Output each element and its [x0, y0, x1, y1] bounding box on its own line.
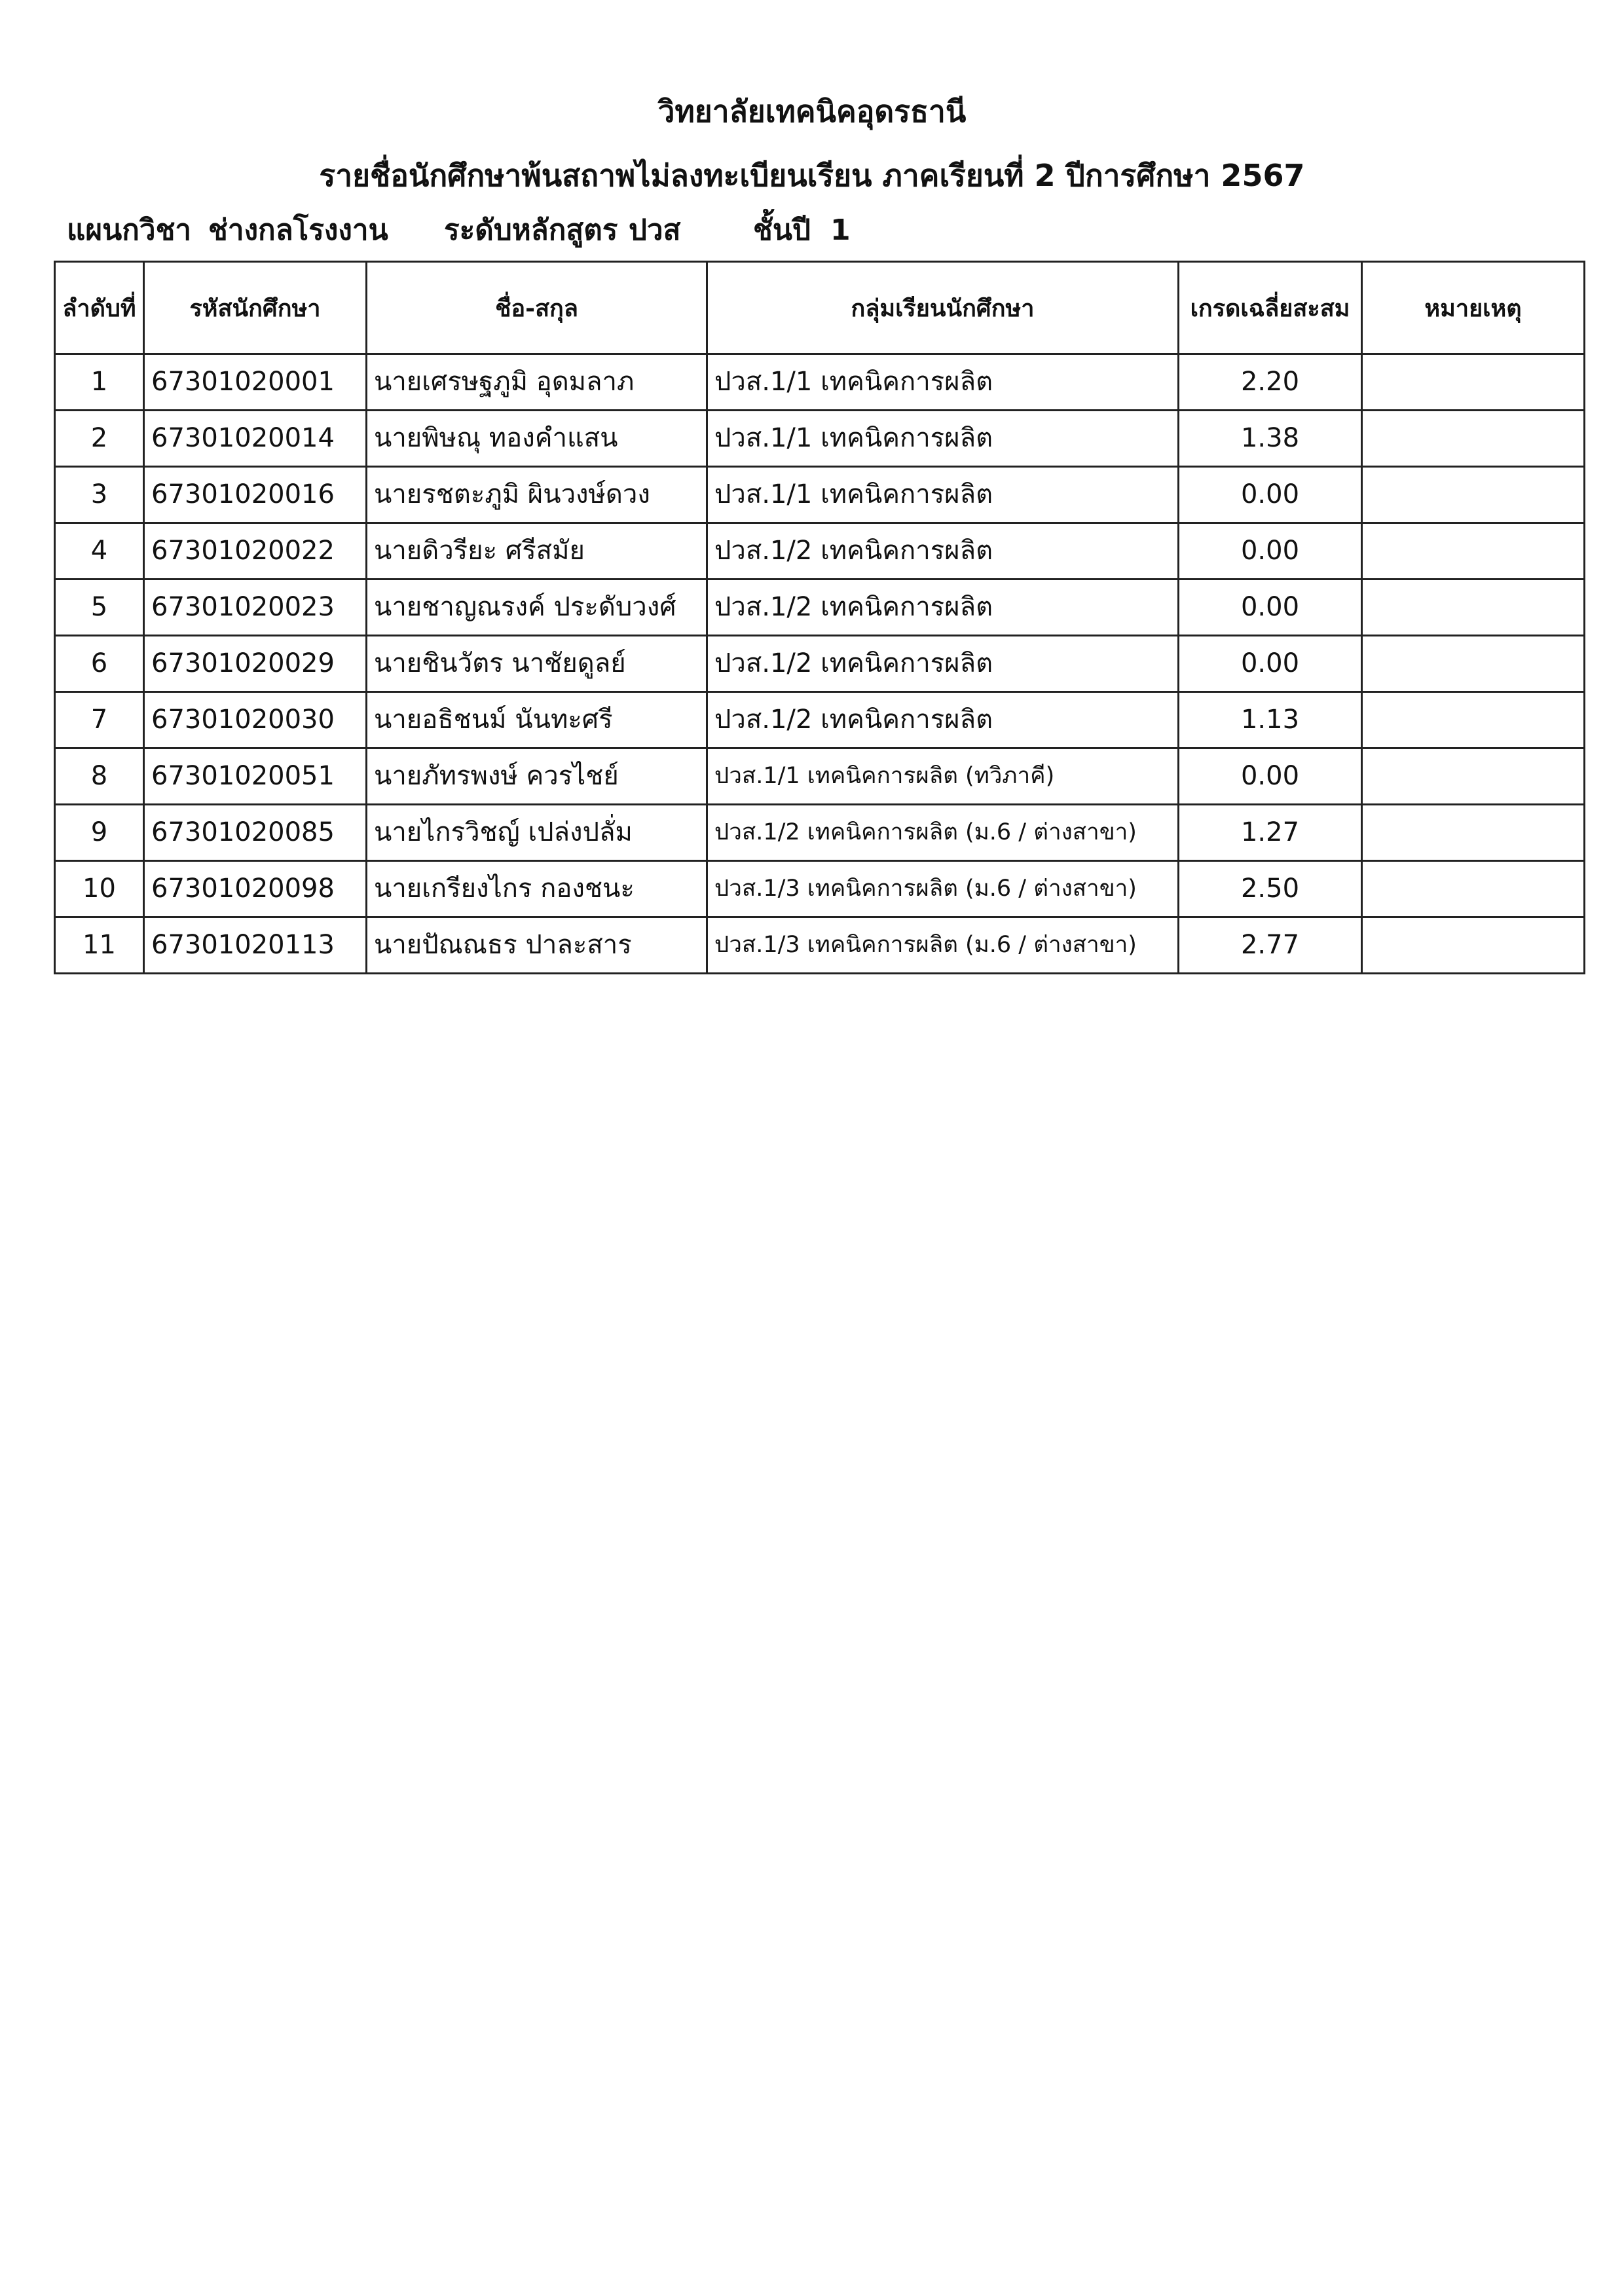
- student-table: [54, 261, 1585, 974]
- cell-group: ปวส.1/2 เทคนิคการผลิต: [707, 636, 1179, 692]
- cell-name: นายภัทรพงษ์ ควรไชย์: [367, 748, 707, 805]
- cell-gpa: 1.38: [1179, 411, 1362, 467]
- cell-no: 2: [55, 411, 144, 467]
- cell-gpa: 2.77: [1179, 917, 1362, 974]
- cell-name: นายชาญณรงค์ ประดับวงศ์: [367, 580, 707, 636]
- cell-remark: [1362, 523, 1585, 580]
- table-row: [55, 411, 1585, 467]
- cell-group: ปวส.1/3 เทคนิคการผลิต (ม.6 / ต่างสาขา): [707, 917, 1179, 974]
- header-no: ลำดับที่: [55, 262, 144, 354]
- list-title: รายชื่อนักศึกษาพ้นสถาพไม่ลงทะเบียนเรียน ภาคเรียนที่ 2 ปีการศึกษา 2567: [319, 158, 1305, 193]
- cell-remark: [1362, 636, 1585, 692]
- cell-gpa: 2.20: [1179, 354, 1362, 411]
- cell-no: 4: [55, 523, 144, 580]
- cell-no: 6: [55, 636, 144, 692]
- level-value: ปวส: [629, 213, 681, 247]
- cell-student-id: 67301020023: [144, 580, 367, 636]
- cell-student-id: 67301020085: [144, 805, 367, 861]
- table-row: [55, 580, 1585, 636]
- cell-name: นายดิวรียะ ศรีสมัย: [367, 523, 707, 580]
- cell-group: ปวส.1/2 เทคนิคการผลิต: [707, 523, 1179, 580]
- table-row: [55, 748, 1585, 805]
- header-gpa: เกรดเฉลี่ยสะสม: [1179, 262, 1362, 354]
- cell-no: 11: [55, 917, 144, 974]
- cell-no: 1: [55, 354, 144, 411]
- year-label: ชั้นปี: [753, 213, 811, 247]
- cell-remark: [1362, 354, 1585, 411]
- cell-group: ปวส.1/1 เทคนิคการผลิต: [707, 354, 1179, 411]
- cell-remark: [1362, 805, 1585, 861]
- cell-name: นายพิษณุ ทองคำแสน: [367, 411, 707, 467]
- cell-remark: [1362, 580, 1585, 636]
- cell-gpa: 0.00: [1179, 636, 1362, 692]
- cell-group: ปวส.1/2 เทคนิคการผลิต: [707, 580, 1179, 636]
- table-row: [55, 805, 1585, 861]
- table-row: [55, 861, 1585, 917]
- cell-name: นายไกรวิชญ์ เปล่งปลั่ม: [367, 805, 707, 861]
- table-row: [55, 523, 1585, 580]
- cell-gpa: 1.13: [1179, 692, 1362, 748]
- cell-name: นายปัณณธร ปาละสาร: [367, 917, 707, 974]
- year-value: 1: [830, 213, 851, 247]
- cell-name: นายชินวัตร นาชัยดูลย์: [367, 636, 707, 692]
- cell-name: นายอธิชนม์ นันทะศรี: [367, 692, 707, 748]
- cell-student-id: 67301020098: [144, 861, 367, 917]
- cell-name: นายรชตะภูมิ ผินวงษ์ดวง: [367, 467, 707, 523]
- cell-group: ปวส.1/1 เทคนิคการผลิต (ทวิภาคี): [707, 748, 1179, 805]
- cell-gpa: 0.00: [1179, 580, 1362, 636]
- class-info-line: [0, 211, 1624, 250]
- cell-no: 8: [55, 748, 144, 805]
- cell-student-id: 67301020014: [144, 411, 367, 467]
- cell-gpa: 1.27: [1179, 805, 1362, 861]
- table-row: [55, 692, 1585, 748]
- cell-group: ปวส.1/3 เทคนิคการผลิต (ม.6 / ต่างสาขา): [707, 861, 1179, 917]
- header-name: ชื่อ-สกุล: [367, 262, 707, 354]
- cell-no: 7: [55, 692, 144, 748]
- cell-student-id: 67301020030: [144, 692, 367, 748]
- cell-group: ปวส.1/1 เทคนิคการผลิต: [707, 411, 1179, 467]
- cell-student-id: 67301020001: [144, 354, 367, 411]
- cell-remark: [1362, 467, 1585, 523]
- cell-no: 10: [55, 861, 144, 917]
- level-label: ระดับหลักสูตร: [444, 213, 618, 247]
- cell-name: นายเศรษฐภูมิ อุดมลาภ: [367, 354, 707, 411]
- table-row: [55, 917, 1585, 974]
- table-header-row: [55, 262, 1585, 354]
- cell-student-id: 67301020016: [144, 467, 367, 523]
- cell-group: ปวส.1/2 เทคนิคการผลิต (ม.6 / ต่างสาขา): [707, 805, 1179, 861]
- cell-group: ปวส.1/1 เทคนิคการผลิต: [707, 467, 1179, 523]
- header-student-id: รหัสนักศึกษา: [144, 262, 367, 354]
- cell-remark: [1362, 861, 1585, 917]
- cell-remark: [1362, 748, 1585, 805]
- cell-student-id: 67301020113: [144, 917, 367, 974]
- cell-student-id: 67301020029: [144, 636, 367, 692]
- cell-remark: [1362, 411, 1585, 467]
- table-row: [55, 354, 1585, 411]
- cell-student-id: 67301020051: [144, 748, 367, 805]
- cell-remark: [1362, 692, 1585, 748]
- department-label: แผนกวิชา: [67, 213, 192, 247]
- table-row: [55, 467, 1585, 523]
- cell-group: ปวส.1/2 เทคนิคการผลิต: [707, 692, 1179, 748]
- header-remark: หมายเหตุ: [1362, 262, 1585, 354]
- cell-name: นายเกรียงไกร กองชนะ: [367, 861, 707, 917]
- cell-gpa: 2.50: [1179, 861, 1362, 917]
- cell-gpa: 0.00: [1179, 748, 1362, 805]
- header-group: กลุ่มเรียนนักศึกษา: [707, 262, 1179, 354]
- cell-remark: [1362, 917, 1585, 974]
- department-value: ช่างกลโรงงาน: [208, 213, 388, 247]
- college-title: วิทยาลัยเทคนิคอุดรธานี: [657, 94, 967, 129]
- cell-no: 5: [55, 580, 144, 636]
- table-row: [55, 636, 1585, 692]
- cell-gpa: 0.00: [1179, 467, 1362, 523]
- cell-gpa: 0.00: [1179, 523, 1362, 580]
- cell-no: 9: [55, 805, 144, 861]
- cell-no: 3: [55, 467, 144, 523]
- cell-student-id: 67301020022: [144, 523, 367, 580]
